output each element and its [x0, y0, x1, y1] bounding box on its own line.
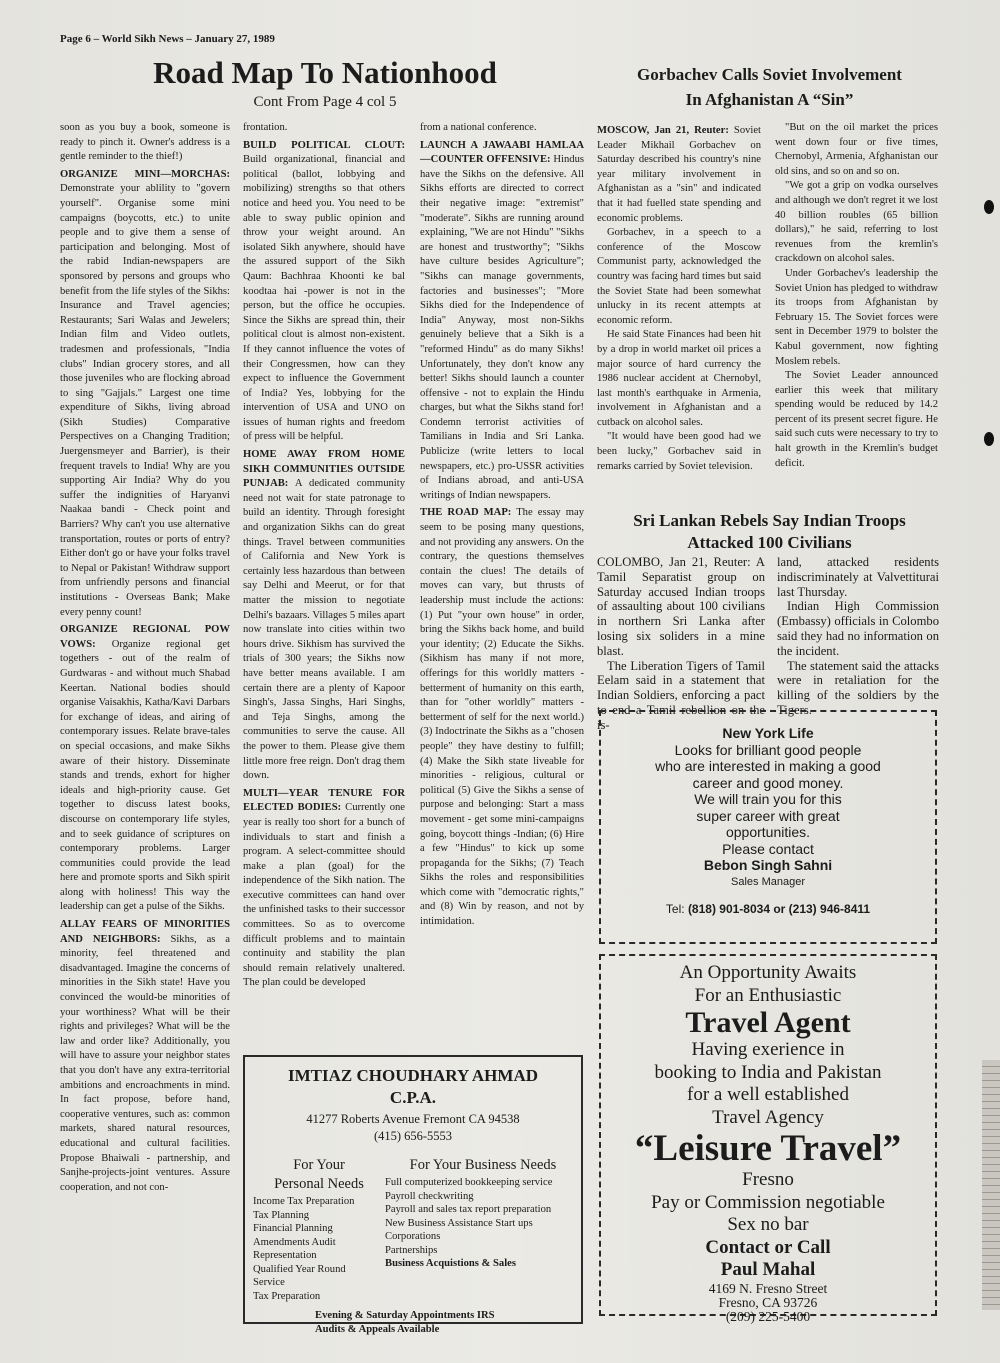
article-paragraph: Gorbachev, in a speech to a conference of the Moscow Communist party, acknowledged the country was facing hard times but said the Soviet State had been somewhat unlucky in its recent attempts at economic reform.: [597, 227, 761, 326]
page-folio: Page 6 – World Sikh News – January 27, 1989: [60, 33, 275, 45]
article-paragraph: LAUNCH A JAWAABI HAMLAA—COUNTER OFFENSIVE: Hindus have the Sikhs on the defensive. All Sikhs efforts are directed to correct their negative image: "extremist" "moderate". Sikhs are running around explaining, "We are not Hindu" "Sikhs are honest and trustworthy"; "Sikhs have culture besides Agriculture"; "Sikhs can manage governments, factories and businesses"; "More Sikhs died for the Independence of India" Anyway, most non-Sikhs genuinely believe that a Sikh is a "reformed Hindu" as do many Sikhs! Unfortunately, they don't know any better! Sikhs should launch a counter offensive - not to explain the Hindu charges, but what the Sikhs stand for! Condemn terrorist activities of Tamilians in India and Sri Lanka. Publicize (write letters to local newspapers, etc.) pro-USSR activities of Indians abroad, and anti-USA writings of Indian newspapers.: [420, 139, 584, 501]
binder-hole: [984, 432, 994, 446]
service-item: Representation: [253, 1250, 317, 1261]
gorbachev-headline: Gorbachev Calls Soviet Involvement In Afghanistan A “Sin”: [637, 65, 902, 109]
scan-ruler: [982, 1060, 1000, 1310]
service-item: Financial Planning: [253, 1223, 333, 1234]
main-article-col3: [420, 121, 584, 1051]
main-headline: Road Map To Nationhood: [153, 55, 497, 90]
ad-cpa-footer: Evening & Saturday Appointments IRS Audits & Appeals Available: [315, 1310, 495, 1335]
srilanka-col1: [597, 555, 765, 732]
service-item: Tax Preparation: [253, 1290, 321, 1302]
subhead: THE ROAD MAP:: [420, 507, 512, 519]
binder-hole: [984, 200, 994, 214]
subhead: BUILD POLITICAL CLOUT:: [243, 139, 405, 151]
article-paragraph: "It would have been good had we been lucky," Gorbachev said in remarks carried by Soviet television.: [597, 431, 761, 472]
gorbachev-col1: [597, 121, 761, 501]
subhead: HOME AWAY FROM HOME SIKH COMMUNITIES OUTSIDE PUNJAB:: [243, 449, 405, 490]
service-item: Full computerized bookkeeping service: [385, 1177, 553, 1188]
service-item: Payroll checkwriting: [385, 1190, 474, 1202]
article-paragraph: "But on the oil market the prices went down four or five times, Chernobyl, Armenia, Afghanistan our old sins, and so on and so on.: [775, 122, 938, 177]
article-paragraph: Under Gorbachev's leadership the Soviet Union has pledged to withdraw its troops from Afghanistan by February 15. The Soviet forces were sent in December 1979 to bolster the Kabul government, now fighting Moslem rebels.: [775, 267, 938, 367]
article-paragraph: ORGANIZE REGIONAL POW VOWS: Organize regional get togethers - out of the realm of Gurdwaras - and without much Shabad Keertan. National bodies should organise Vaisakhis, Katha/Kavi Darbars for exchange of ideas, and airing of contemporary issues. Relate brave-tales on special occasions, and make Sikhs aware of their history. Disseminate stands and trends, exhort for higher ideals and high-priority cause. Get together to discuss latest books, discourse on contemporary life styles, and to seek guidance of scriptures on contemporary problems. Larger communities could provide the lead here and promote sports and Sikh spirit along with holiness! This way the leadership can get a pulse of the Sikhs.: [60, 624, 230, 913]
article-paragraph: The Soviet Leader announced earlier this week that military spending would be reduced by 14.2 percent of its present secret figure. He said such cuts were necessary to try to halt growth in the Kremlin's budget deficit.: [775, 370, 938, 469]
main-article-col1: [60, 121, 230, 1351]
service-item: Service: [253, 1277, 285, 1288]
article-paragraph: COLOMBO, Jan 21, Reuter: A Tamil Separatist group on Saturday accused Indian troops of assaulting about 100 civilians in northern Sri Lanka after losing six soliders in a mine blast.: [597, 555, 765, 658]
main-article-col2: [243, 121, 405, 1051]
srilanka-headline: Sri Lankan Rebels Say Indian Troops Attacked 100 Civilians: [633, 511, 906, 552]
subhead: ORGANIZE MINI—MORCHAS:: [60, 168, 230, 180]
article-paragraph: The Liberation Tigers of Tamil Eelam said in a statement that Indian Soldiers, enforcing a pact to end a Tamil rebellion on the is-: [597, 658, 765, 732]
service-item: Tax Planning: [253, 1209, 310, 1221]
article-paragraph: frontation.: [243, 122, 288, 133]
article-paragraph: THE ROAD MAP: The essay may seem to be posing many questions, and not providing any answers. On the contrary, the questions themselves contain the clues! The details of moves can vary, but thrusts of leadership must include the actions: (1) Put "your own house" in order, bring the Sikhs back home, and build your identity; (2) Educate the Sikhs. (Sikhism has many if not more, offerings for this worldly matters -betterment of humanity on this earth, than for "other worldly" matters - betterment of self for the next world.) (3) Indoctrinate the Sikhs as a "chosen people" they have destiny to fulfill; (4) Make the Sikh state liveable for minorities - religious, cultural or political (5) Give the Sikhs a sense of purpose and belonging: Start a mass movement - get some mini-campaigns going, boycott things -Indian; (6) Hire a few "Hindus" to kick up some propaganda for the Sikhs; (7) Teach Sikhs the roles and responsibilities which come with "democratic rights," and (8) Win by reason, and not by intimidation.: [420, 507, 584, 928]
service-item: Qualified Year Round: [253, 1263, 346, 1275]
service-item: Income Tax Preparation: [253, 1196, 355, 1207]
continued-line: Cont From Page 4 col 5: [253, 94, 397, 110]
service-item: Amendments Audit: [253, 1236, 336, 1248]
ad-travel-agent: An Opportunity Awaits For an Enthusiastic Travel Agent Having exerience in booking to India and Pakistan for a well established Travel Agency “Leisure Travel” Fresno Pay or Commission negotiable Sex no bar Contact or Call Paul Mahal 4169 N. Fresno Street Fresno, CA 93726 (209) 225-5400: [599, 954, 937, 1316]
ad-phone: Tel: (818) 901-8034 or (213) 946-8411: [665, 902, 871, 916]
ad-new-york-life: New York Life Looks for brilliant good people who are interested in making a good career and good money. We will train you for this super career with great opportunities. Please contact Bebon Singh Sahni Sales Manager Tel: (818) 901-8034 or (213) 946-8411: [599, 710, 937, 944]
business-services: For Your Business Needs Full computerized bookkeeping service Payroll checkwriting Payroll and sales tax report preparation New Business Assistance Start ups Corporations Partnerships Business Acquistions & Sales: [385, 1157, 581, 1303]
article-paragraph: Indian High Commission (Embassy) officials in Colombo said they had no information on the incident.: [777, 599, 939, 658]
article-paragraph: MULTI—YEAR TENURE FOR ELECTED BODIES: Currently one year is really too short for a bunch of individuals to start and finish a program. A select-committee should make a plan (goal) for the independence of the Sikh nation. The executive committees can hand over the unfinished tasks to their successor committees. So as to overcome difficult problems and to maintain continuity and stability the plan should remain relatively unaltered. The plan could be developed: [243, 787, 405, 989]
article-paragraph: BUILD POLITICAL CLOUT: Build organizational, financial and political (ballot, lobbying and mobilizing) strengths so that others notice and heed you. You need to be able to sway public opinion and throw your weight around. An isolated Sikh anywhere, should have the assured support of the Sikh Qaum: Bachhraa Khoonti ke bal koodtaa hai -power is not in the person, but the office he occupies. Since the Sikhs are spread thin, their political clout is almost non-existent. If they cannot influence the votes of their Congressmen, how can they expect to influence the Government of India? Yes, lobbying for the intervention of USA and UNO on issues of human rights and freedom of press will be helpful.: [243, 139, 405, 443]
article-paragraph: The statement said the attacks were in retaliation for the killing of the soldiers by the Tigers.: [777, 658, 939, 717]
article-paragraph: land, attacked residents indiscriminately at Valvettiturai last Thursday.: [777, 555, 939, 599]
article-paragraph: MOSCOW, Jan 21, Reuter: Soviet Leader Mikhail Gorbachev on Saturday described his country's nine year military involvement in Afghanistan as a "sin" and indicated that it had fuelled state spending and economic problems.: [597, 125, 761, 224]
ad-cpa: IMTIAZ CHOUDHARY AHMAD C.P.A. 41277 Roberts Avenue Fremont CA 94538 (415) 656-5553 For Your Personal Needs Income Tax Preparation Tax Planning Financial Planning Amendments Audit Representation Qualified Year Round Service Tax Preparation For Your Business Needs Full computerized bookkeeping service Payroll checkwriting Payroll and sales tax report preparation New Business Assistance Start ups Corporations Partnerships Business Acquistions & Sales Evening & Saturday Appointments IRS Audits & Appeals Available: [243, 1055, 583, 1324]
article-paragraph: ORGANIZE MINI—MORCHAS: Demonstrate your ablility to "govern yourself". Organise some mini campaigns (boycotts, etc.) to unite people and to give them a sense of participation and belonging. Most of the rabid Indian-newspapers are sponsored by persons and groups who benefit from the life styles of the Sikhs: Insurance and Travel agencies; Restaurants; Sari Walas and Jewelers; Indian film and Video outlets, tradesmen and professionals, "India clubs" Indian grocery stores, and all those juveniles who are flocking abroad to sing "Gajjals." Largest one time expenditure of Sikhs, living abroad (Sikh Studies) Comparative Perspectives on a Changing Tradition; Juergensmeyer and Barrier), is their frequent travels to India! Why are you supporting Air India? Why do you suffer the indignities of Haryanvi Naakaa bandi - Check point and Barriers? Why can't you use alternative transportation, routes or ports of entry? Either don't go or have your folks travel to Nepal or Pakistan! Withdraw support from unfriendly persons and financial institutions - Overseas Bank; Make every penny count!: [60, 168, 230, 618]
article-paragraph: "We got a grip on vodka ourselves and although we don't regret it we lost 40 billion roubles (65 billion dollars)," he said, referring to lost revenues from the kremlin's crackdown on alcohol sales.: [775, 180, 938, 265]
personal-services: For Your Personal Needs Income Tax Preparation Tax Planning Financial Planning Amendments Audit Representation Qualified Year Round Service Tax Preparation: [245, 1157, 385, 1303]
subhead: ALLAY FEARS OF MINORITIES AND NEIGHBORS:: [60, 919, 230, 945]
service-item: Partnerships: [385, 1244, 438, 1256]
ad-cpa-services: [245, 1157, 581, 1303]
service-item: Payroll and sales tax report preparation: [385, 1204, 552, 1215]
subhead: MULTI—YEAR TENURE FOR ELECTED BODIES:: [243, 787, 405, 814]
article-paragraph: He said State Finances had been hit by a drop in world market oil prices a major source of hard currency the 1986 nuclear accident at Chernobyl, last month's earthquake in Armenia, involvement in Afghanistan and a cutback on alcohol sales.: [597, 329, 761, 428]
article-paragraph: soon as you buy a book, someone is ready to pinch it. Owner's address is a gentle reminder to the thief!): [60, 122, 230, 163]
article-paragraph: HOME AWAY FROM HOME SIKH COMMUNITIES OUTSIDE PUNJAB: A dedicated community need not wait for state patronage to build an identity. Through foresight and organization Sikhs can do great things. Travel between communities of California and New York is certainly less hazardous than between say Delhi and Meerut, or for that matter the mission to negotiate Delhi's bazaars. Villages 5 miles apart now translate into cities within two hours drive. Sikhism has survived the trials of 300 years; the Sikhs now have better means available. I am certain there are a plenty of Kapoor Singh's, Jassa Singhs, Hari Singhs, and Teja Singhs, among the communities to serve the cause. All the power to them. Please give them little more free reign. Don't drag them down.: [243, 449, 405, 782]
subhead: MOSCOW, Jan 21, Reuter:: [597, 125, 729, 136]
article-paragraph: from a national conference.: [420, 122, 537, 133]
service-item: Corporations: [385, 1231, 441, 1242]
service-item: New Business Assistance Start ups: [385, 1217, 533, 1229]
subhead: ORGANIZE REGIONAL POW VOWS:: [60, 624, 230, 650]
article-paragraph: ALLAY FEARS OF MINORITIES AND NEIGHBORS: Sikhs, as a minority, feel threatened and disadvantaged. Imagine the concerns of minorities in the Sikh state! Have you convinced the would-be minorities of your worthiness? What will be their rights and privileges? What will be the law and order like? Additionally, you will have to assure your neighbor states that you don't have any extra-territorial ambitions and encroachments in mind. In fact propose, before hand, cooperative ventures, such as: common markets, shared natural resources, educational and cultural facilities. Propose Bhaiwali - partnership, and Sanjhe-projects-joint ventures. Assure cooperation, and not con-: [60, 919, 231, 1193]
srilanka-col2: [777, 555, 939, 717]
gorbachev-col2: [775, 121, 938, 501]
subhead: LAUNCH A JAWAABI HAMLAA—COUNTER OFFENSIVE:: [420, 139, 584, 166]
